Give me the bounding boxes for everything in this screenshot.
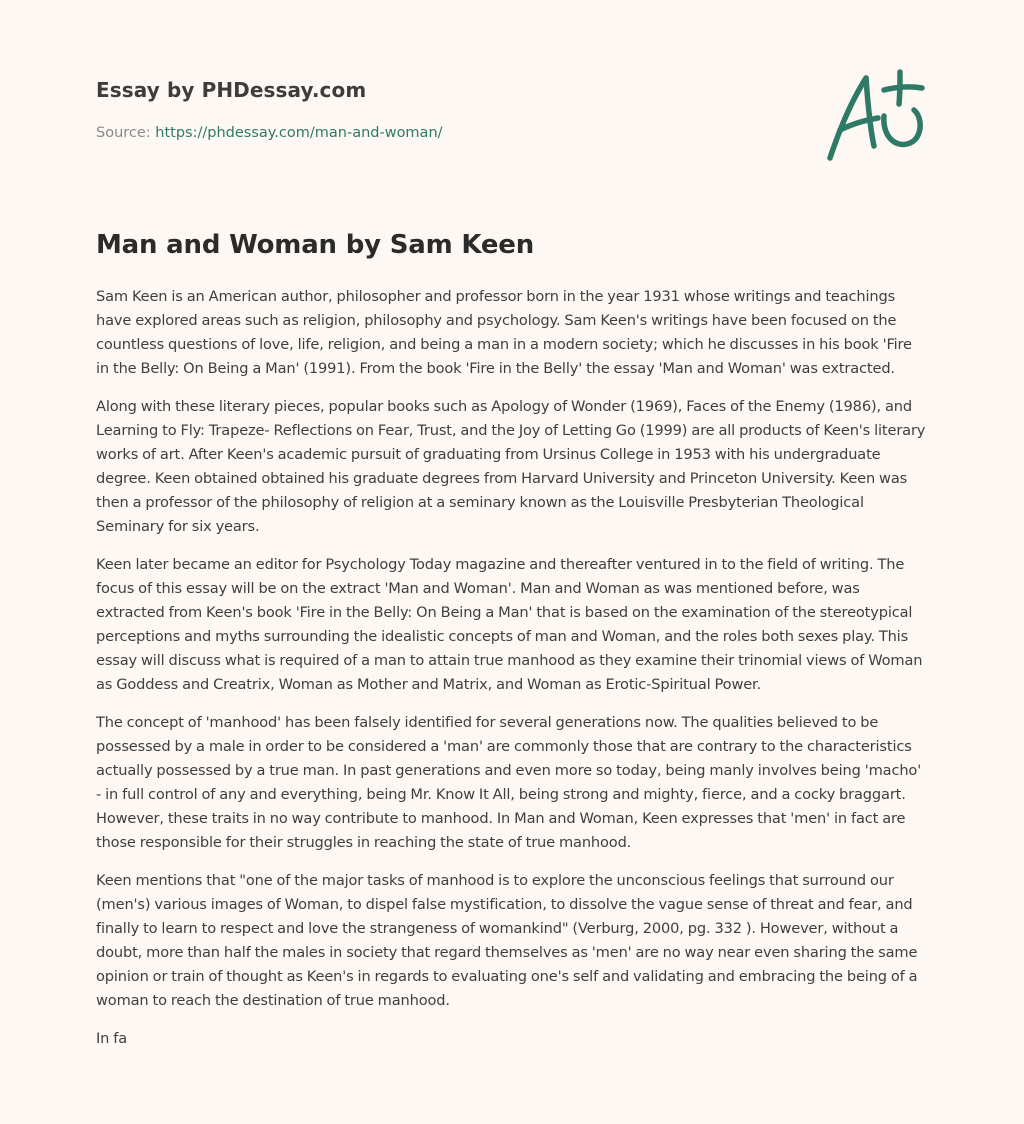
essay-paragraph: Sam Keen is an American author, philosopher and professor born in the year 1931 whose writings and teachings have explored areas such as religion, philosophy and psychology. Sam Keen's writings have been focused on the countless questions of love, life, religion, and being a man in a modern society; which he discusses in his book 'Fire in the Belly: On Being a Man' (1991). From the book 'Fire in the Belly' the essay 'Man and Woman' was extracted. xyxy=(96,288,912,377)
source-line xyxy=(96,123,443,143)
essay-paragraph: Keen later became an editor for Psychology Today magazine and thereafter ventured in to the field of writing. The focus of this essay will be on the extract 'Man and Woman'. Man and Woman as was mentioned before, was extracted from Keen's book 'Fire in the Belly: On Being a Man' that is based on the examination of the stereotypical perceptions and myths surrounding the idealistic concepts of man and Woman, and the roles both sexes play. This essay will discuss what is required of a man to attain true manhood as they examine their trinomial views of Woman as Goddess and Creatrix, Woman as Mother and Matrix, and Woman as Erotic-Spiritual Power. xyxy=(96,556,923,693)
essay-paragraph: The concept of 'manhood' has been falsely identified for several generations now. The qualities believed to be possessed by a male in order to be considered a 'man' are commonly those that are contrary to the characteristics actually possessed by a true man. In past generations and even more so today, being manly involves being 'macho' - in full control of any and everything, being Mr. Know It All, being strong and mighty, fierce, and a cocky braggart. However, these traits in no way contribute to manhood. In Man and Woman, Keen expresses that 'men' in fact are those responsible for their struggles in reaching the state of true manhood. xyxy=(96,714,922,851)
site-title: Essay by PHDessay.com xyxy=(96,78,367,102)
header xyxy=(96,76,443,143)
source-link[interactable]: https://phdessay.com/man-and-woman/ xyxy=(155,125,443,141)
essay-content xyxy=(96,226,928,1065)
essay-paragraph: Keen mentions that "one of the major tasks of manhood is to explore the unconscious feelings that surround our (men's) various images of Woman, to dispel false mystification, to dissolve the vague sense of threat and fear, and finally to learn to respect and love the strangeness of womankind" (Verburg, 2000, pg. 332 ). However, without a doubt, more than half the males in society that regard themselves as 'men' are no way near even sharing the same opinion or train of thought as Keen's in regards to evaluating one's self and validating and embracing the being of a woman to reach the destination of true manhood. xyxy=(96,872,918,1009)
essay-paragraph: Along with these literary pieces, popular books such as Apology of Wonder (1969), Faces of the Enemy (1986), and Learning to Fly: Trapeze- Reflections on Fear, Trust, and the Joy of Letting Go (1999) are all products of Keen's literary works of art. After Keen's academic pursuit of graduating from Ursinus College in 1953 with his undergraduate degree. Keen obtained obtained his graduate degrees from Harvard University and Princeton University. Keen was then a professor of the philosophy of religion at a seminary known as the Louisville Presbyterian Theological Seminary for six years. xyxy=(96,398,926,535)
a-plus-logo-icon xyxy=(822,66,932,166)
essay-title: Man and Woman by Sam Keen xyxy=(96,230,535,260)
essay-paragraph: In fa xyxy=(96,1030,128,1047)
source-label: Source: xyxy=(96,125,156,141)
